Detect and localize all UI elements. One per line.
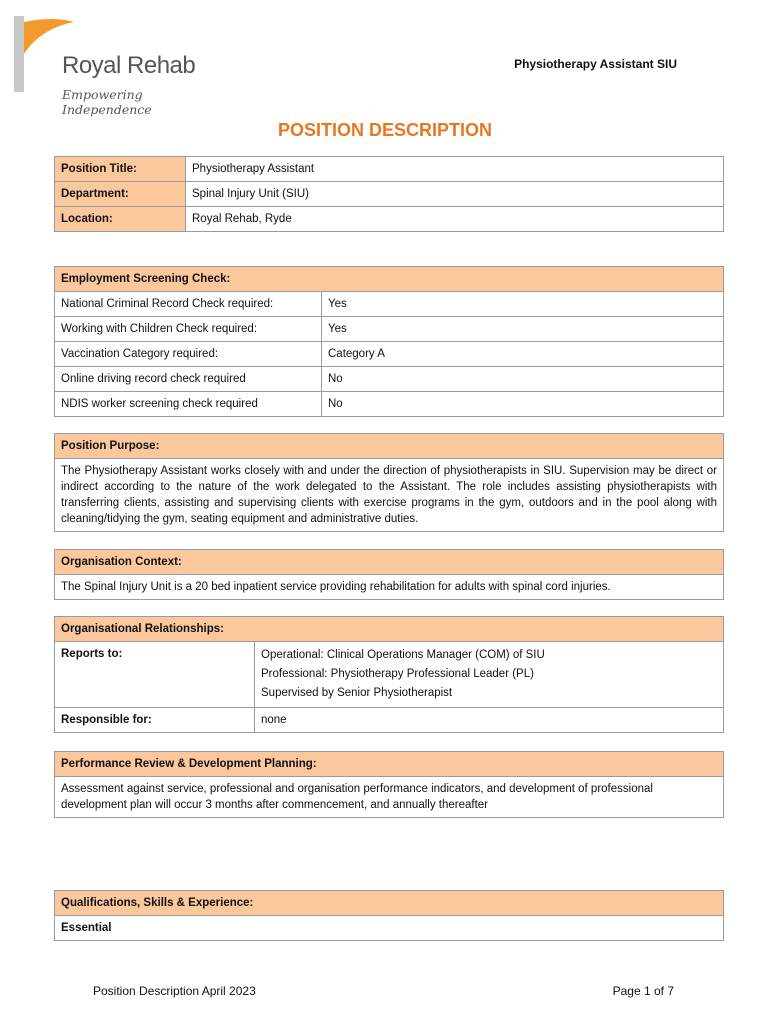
table-row (55, 267, 724, 292)
table-row (55, 317, 724, 342)
position-title-label: Position Title: (55, 157, 186, 182)
table-row (55, 777, 724, 818)
position-info-table (54, 156, 724, 232)
purpose-heading: Position Purpose: (55, 434, 724, 459)
reports-to-label: Reports to: (55, 642, 255, 708)
table-row (55, 182, 724, 207)
review-heading: Performance Review & Development Planning: (55, 752, 724, 777)
location-value: Royal Rehab, Ryde (186, 207, 724, 232)
table-row (55, 434, 724, 459)
screening-heading: Employment Screening Check: (55, 267, 724, 292)
table-row (55, 392, 724, 417)
context-text: The Spinal Injury Unit is a 20 bed inpatient service providing rehabilitation for adults with spinal cord injuries. (55, 575, 724, 600)
table-row (55, 617, 724, 642)
logo-tagline: Empowering Independence (62, 87, 152, 117)
screening-label: Working with Children Check required: (55, 317, 322, 342)
table-row (55, 916, 724, 941)
screening-value: Category A (322, 342, 724, 367)
royal-rehab-logo (12, 14, 222, 117)
reports-line: Supervised by Senior Physiotherapist (261, 687, 453, 699)
screening-label: NDIS worker screening check required (55, 392, 322, 417)
location-label: Location: (55, 207, 186, 232)
table-row (55, 708, 724, 733)
qualifications-table (54, 890, 724, 941)
department-value: Spinal Injury Unit (SIU) (186, 182, 724, 207)
reports-line: Professional: Physiotherapy Professional Leader (PL) (261, 668, 534, 680)
reports-line: Operational: Clinical Operations Manager (COM) of SIU (261, 649, 545, 661)
table-row (55, 891, 724, 916)
table-row (55, 642, 724, 708)
qualifications-subheading: Essential (55, 916, 724, 941)
purpose-text: The Physiotherapy Assistant works closely with and under the direction of physiotherapists in SIU. Supervision may be direct or indirect according to the nature of the work delegated to the Assistant. The role includes assisting physiotherapists with transferring clients, assisting and supervising clients with exercise programs in the gym, outdoors and in the pool along with cleaning/tidying the gym, seating equipment and administrative duties. (55, 459, 724, 532)
logo-name: Royal Rehab (62, 52, 196, 79)
table-row (55, 157, 724, 182)
footer-date: Position Description April 2023 (93, 984, 256, 998)
context-heading: Organisation Context: (55, 550, 724, 575)
screening-value: Yes (322, 292, 724, 317)
responsible-for-label: Responsible for: (55, 708, 255, 733)
table-row (55, 575, 724, 600)
review-table (54, 751, 724, 818)
reports-to-value (255, 642, 724, 708)
footer-page-number: Page 1 of 7 (612, 984, 674, 998)
review-text: Assessment against service, professional and organisation performance indicators, and development of professional development plan will occur 3 months after commencement, and annually thereafter (55, 777, 724, 818)
responsible-for-value: none (255, 708, 724, 733)
purpose-table (54, 433, 724, 532)
department-label: Department: (55, 182, 186, 207)
table-row (55, 459, 724, 532)
screening-table (54, 266, 724, 417)
screening-value: No (322, 392, 724, 417)
screening-label: Online driving record check required (55, 367, 322, 392)
table-row (55, 207, 724, 232)
relationships-table (54, 616, 724, 733)
table-row (55, 292, 724, 317)
context-table (54, 549, 724, 600)
qualifications-heading: Qualifications, Skills & Experience: (55, 891, 724, 916)
header-title: Physiotherapy Assistant SIU (514, 57, 677, 71)
screening-value: Yes (322, 317, 724, 342)
table-row (55, 342, 724, 367)
document-title: POSITION DESCRIPTION (277, 120, 493, 140)
screening-value: No (322, 367, 724, 392)
table-row (55, 752, 724, 777)
screening-label: National Criminal Record Check required: (55, 292, 322, 317)
position-title-value: Physiotherapy Assistant (186, 157, 724, 182)
table-row (55, 550, 724, 575)
relationships-heading: Organisational Relationships: (55, 617, 724, 642)
table-row (55, 367, 724, 392)
screening-label: Vaccination Category required: (55, 342, 322, 367)
